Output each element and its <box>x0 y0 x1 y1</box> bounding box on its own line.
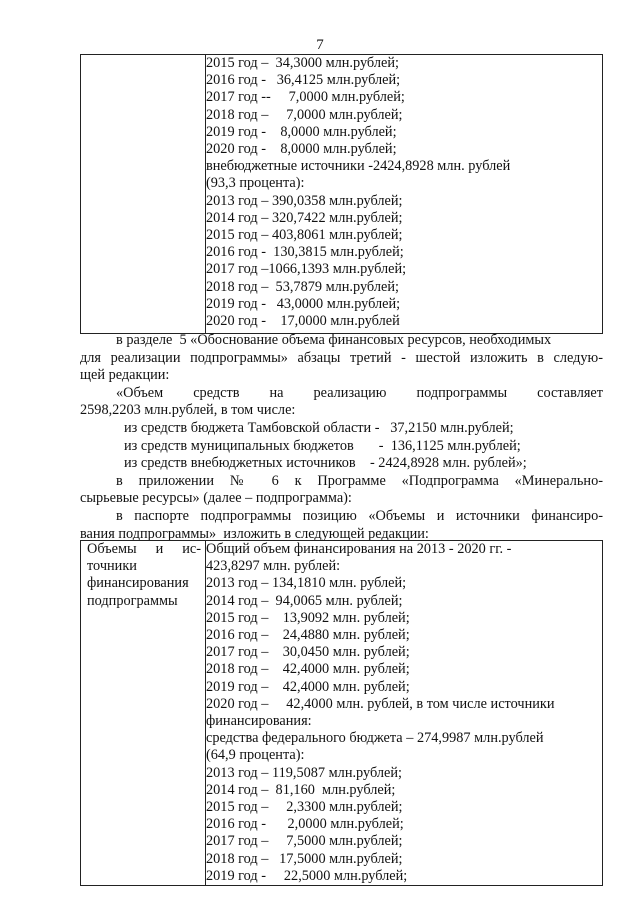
table-label-line: финансирования <box>87 575 189 592</box>
table-line: (93,3 процента): <box>206 175 305 192</box>
table-line: 2019 год - 43,0000 млн.рублей; <box>206 295 401 312</box>
table-line: 2016 год – 24,4880 млн. рублей; <box>206 627 410 644</box>
table-line: 2017 год -- 7,0000 млн.рублей; <box>206 89 405 106</box>
paragraph-line: из средств муниципальных бюджетов - 136,1125 млн.рублей; <box>124 437 521 454</box>
table-values-cell <box>206 55 603 334</box>
table-line: 2014 год – 81,160 млн.рублей; <box>206 781 396 798</box>
page-number: 7 <box>316 37 324 53</box>
paragraph-line: щей редакции: <box>80 367 170 384</box>
table-line: (64,9 процента): <box>206 747 305 764</box>
table-line: 2016 год - 2,0000 млн.рублей; <box>206 816 404 833</box>
table-line: 2018 год – 42,4000 млн. рублей; <box>206 661 410 678</box>
table-label-line: точники <box>87 558 137 575</box>
table-line: 2013 год – 390,0358 млн.рублей; <box>206 192 403 209</box>
table-label-line: Объемы и ис- <box>87 541 201 557</box>
paragraph-line: в паспорте подпрограммы позицию «Объемы и источники финансиро- <box>116 507 603 524</box>
table-line: 2015 год – 34,3000 млн.рублей; <box>206 55 399 71</box>
table-line: 2016 год - 130,3815 млн.рублей; <box>206 244 404 261</box>
table-line: 2019 год - 22,5000 млн.рублей; <box>206 867 408 884</box>
table-label-cell <box>81 541 206 886</box>
table-line: 2015 год – 2,3300 млн.рублей; <box>206 799 403 816</box>
table-line: 2018 год – 53,7879 млн.рублей; <box>206 278 399 295</box>
table-line: 2014 год – 94,0065 млн. рублей; <box>206 592 403 609</box>
amendment-text <box>80 332 603 543</box>
table-line: Общий объем финансирования на 2013 - 2020 гг. - <box>206 541 512 557</box>
paragraph-line: 2598,2203 млн.рублей, в том числе: <box>80 402 296 419</box>
table-line: 2020 год - 17,0000 млн.рублей <box>206 313 400 330</box>
paragraph-line: в приложении № 6 к Программе «Подпрограмма «Минерально- <box>116 472 603 489</box>
table-label-line: подпрограммы <box>87 592 178 609</box>
paragraph-line: сырьевые ресурсы» (далее – подпрограмма): <box>80 490 352 507</box>
table-line: 2014 год – 320,7422 млн.рублей; <box>206 209 403 226</box>
paragraph-line: «Объем средств на реализацию подпрограммы составляет <box>116 384 603 401</box>
table-line: 2017 год – 7,5000 млн.рублей; <box>206 833 403 850</box>
passport-table <box>80 540 603 886</box>
paragraph-line: вания подпрограммы» изложить в следующей редакции: <box>80 525 429 542</box>
table-line: 2015 год – 13,9092 млн. рублей; <box>206 609 410 626</box>
table-line: 2018 год – 7,0000 млн.рублей; <box>206 106 403 123</box>
table-line: 2020 год – 42,4000 млн. рублей, в том числе источники <box>206 695 555 712</box>
table-line: финансирования: <box>206 713 312 730</box>
table-row <box>81 541 603 886</box>
table-line: внебюджетные источники -2424,8928 млн. рублей <box>206 158 511 175</box>
table-row <box>81 55 603 334</box>
table-line: средства федерального бюджета – 274,9987 млн.рублей <box>206 730 544 747</box>
table-line: 2017 год –1066,1393 млн.рублей; <box>206 261 407 278</box>
table-line: 2020 год - 8,0000 млн.рублей; <box>206 141 397 158</box>
table-values-cell <box>206 541 603 886</box>
financing-table-continued <box>80 54 603 334</box>
table-line: 2015 год – 403,8061 млн.рублей; <box>206 227 403 244</box>
paragraph-line: из средств внебюджетных источников - 2424,8928 млн. рублей»; <box>124 455 527 472</box>
paragraph-line: для реализации подпрограммы» абзацы третий - шестой изложить в следую- <box>80 349 603 366</box>
paragraph-line: из средств бюджета Тамбовской области - 37,2150 млн.рублей; <box>124 419 514 436</box>
table-line: 2016 год - 36,4125 млн.рублей; <box>206 72 401 89</box>
paragraph-line: в разделе 5 «Обоснование объема финансовых ресурсов, необходимых <box>116 332 552 348</box>
table-line: 2017 год – 30,0450 млн. рублей; <box>206 644 410 661</box>
table-line: 2013 год – 119,5087 млн.рублей; <box>206 764 402 781</box>
table-line: 2018 год – 17,5000 млн.рублей; <box>206 850 403 867</box>
table-line: 2013 год – 134,1810 млн. рублей; <box>206 575 407 592</box>
table-line: 423,8297 млн. рублей: <box>206 558 341 575</box>
table-line: 2019 год - 8,0000 млн.рублей; <box>206 123 397 140</box>
table-line: 2019 год – 42,4000 млн. рублей; <box>206 678 410 695</box>
table-label-cell <box>81 55 206 334</box>
